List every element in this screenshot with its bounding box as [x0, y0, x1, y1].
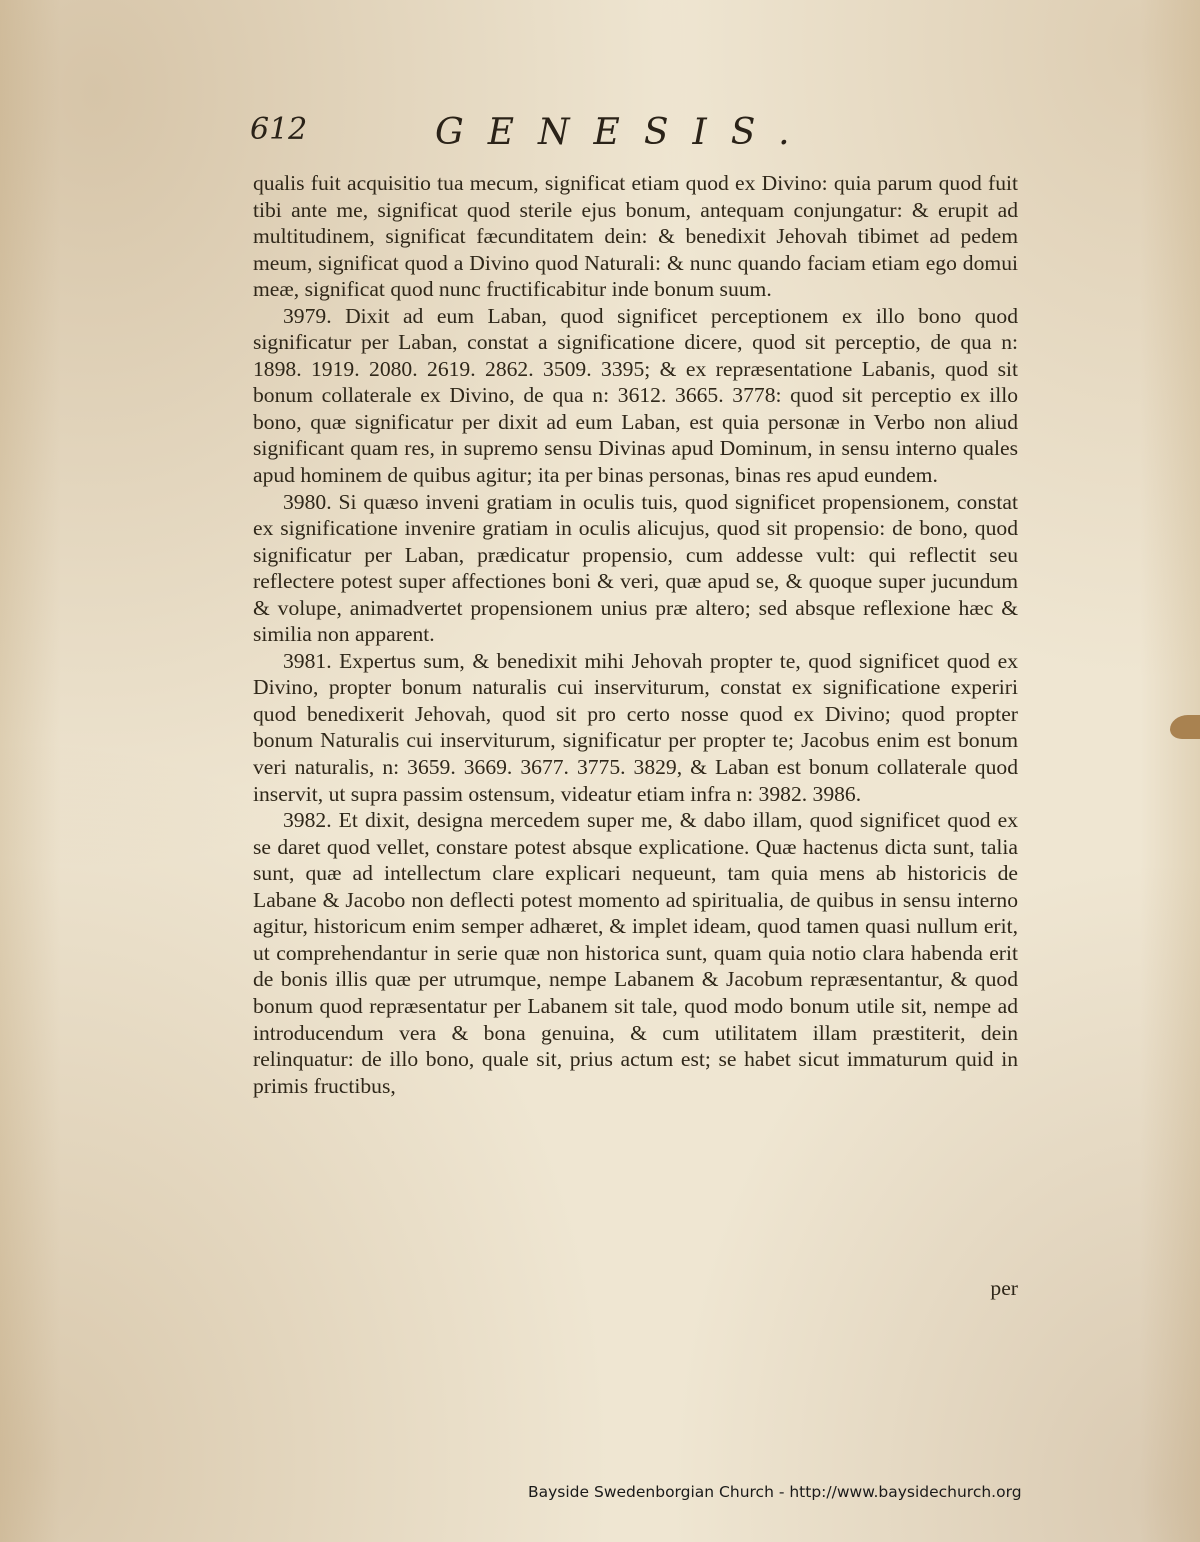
- paragraph-3982: 3982. Et dixit, designa mercedem super me, & dabo illam, quod significet quod ex se daret quod vellet, constare potest absque explicatione. Quæ hactenus dicta sunt, talia sunt, quæ ad intellectum clare explicari nequeunt, tam quia mens ab historicis de Labane & Jacobo non deflecti potest momento ad spiritualia, de quibus in sensu interno agitur, historicum enim semper adhæret, & implet ideam, quod tamen quasi nullum erit, ut comprehendantur in serie quæ non historica sunt, quam quia notio clara habenda erit de bonis illis quæ per utrumque, nempe Labanem & Jacobum repræsentantur, & quod bonum quod repræsentatur per Labanem sit tale, quod modo bonum utile sit, nempe ad introducendum vera & bona genuina, & cum utilitatem illam præstiterit, dein relinquatur: de illo bono, quale sit, prius actum est; se habet sicut immaturum quid in primis fructibus,: [253, 808, 1018, 1098]
- paragraph-3979: 3979. Dixit ad eum Laban, quod significet perceptionem ex illo bono quod significatur per Laban, constat a significatione dicere, quod sit perceptio, de qua n: 1898. 1919. 2080. 2619. 2862. 3509. 3395; & ex repræsentatione Labanis, quod sit bonum collaterale ex Divino, de qua n: 3612. 3665. 3778: quod sit perceptio ex illo bono, quæ significatur per dixit ad eum Laban, est quia personæ in Verbo non aliud significant quam res, in supremo sensu Divinas apud Dominum, in sensu interno quales apud hominem de quibus agitur; ita per binas personas, binas res apud eundem.: [253, 303, 1018, 488]
- page-edge-stain: [1170, 715, 1200, 739]
- page-header: [250, 112, 1030, 162]
- footer-credit: Bayside Swedenborgian Church - http://www.baysidechurch.org: [528, 1483, 1022, 1501]
- paragraph-3980: 3980. Si quæso inveni gratiam in oculis tuis, quod significet propensionem, constat ex significatione invenire gratiam in oculis alicujus, quod sit propensio: de bono, quod significatur per Laban, prædicatur propensio, cum addesse vult: qui reflectit seu reflectere potest super affectiones boni & veri, quæ apud se, & quoque super jucundum & volupe, animadvertet propensionem unius præ altero; sed absque reflexione hæc & similia non apparent.: [253, 489, 1018, 647]
- body-text: [253, 170, 1018, 1099]
- page-number: 612: [250, 112, 308, 147]
- paragraph-continuation: qualis fuit acquisitio tua mecum, significat etiam quod ex Divino: quia parum quod fuit tibi ante me, significat quod sterile ejus bonum, antequam conjungatur: & erupit ad multitudinem, significat fæcunditatem dein: & benedixit Jehovah tibimet ad pedem meum, significat quod a Divino quod Naturali: & nunc quando faciam etiam ego domui meæ, significat quod nunc fructificabitur inde bonum suum.: [253, 171, 1018, 302]
- catchword: per: [990, 1276, 1018, 1300]
- paragraph-3981: 3981. Expertus sum, & benedixit mihi Jehovah propter te, quod significet quod ex Divino, propter bonum naturalis cui inserviturum, constat ex significatione experiri quod benedixerit Jehovah, quod sit pro certo nosse quod ex Divino; quod propter bonum Naturalis cui inserviturum, significatur per propter te; Jacobus enim est bonum veri naturalis, n: 3659. 3669. 3677. 3775. 3829, & Laban est bonum collaterale quod inservit, ut supra passim ostensum, videatur etiam infra n: 3982. 3986.: [253, 648, 1018, 806]
- running-title: GENESIS.: [435, 112, 814, 153]
